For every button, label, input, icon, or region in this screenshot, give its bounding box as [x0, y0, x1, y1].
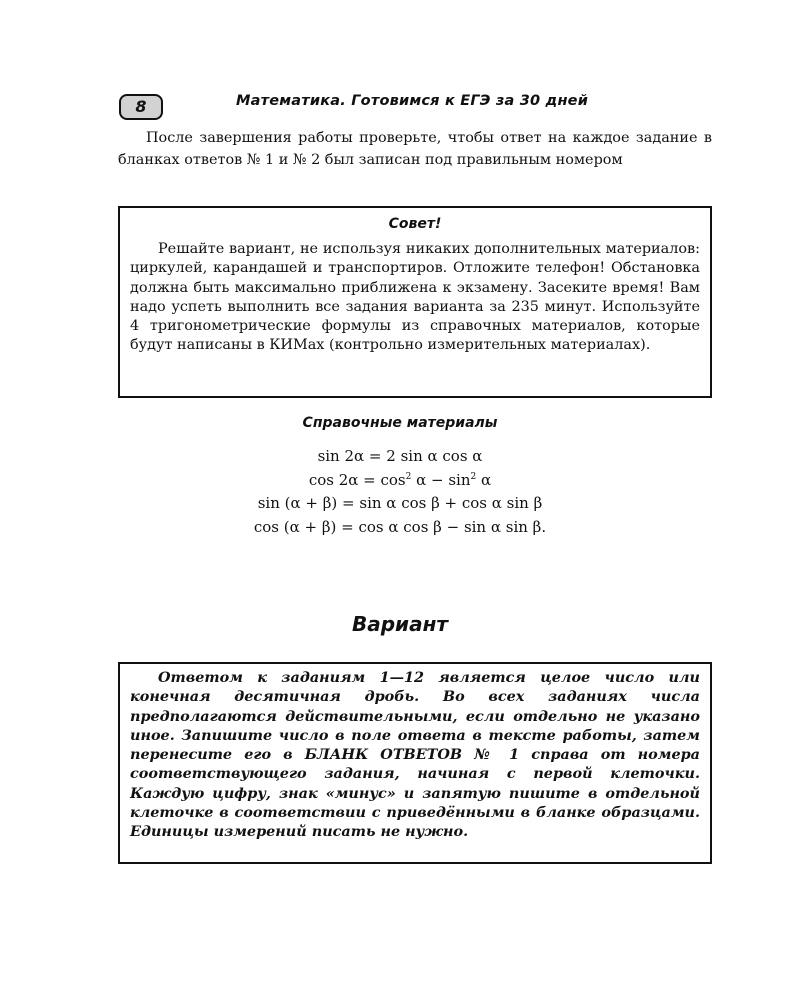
formula-exponent: 2: [405, 471, 412, 482]
variant-title: Вариант: [352, 612, 448, 636]
formula-cos-sum: cos (α + β) = cos α cos β − sin α sin β.: [253, 517, 547, 536]
formula-list: [0, 445, 800, 539]
instructions-box: [118, 662, 712, 864]
formula-exponent: 2: [470, 471, 477, 482]
formula-part: α − sin: [411, 470, 471, 489]
formula-sin-sum: sin (α + β) = sin α cos β + cos α sin β: [257, 494, 543, 512]
advice-box: [118, 206, 712, 398]
intro-text: После завершения работы проверьте, чтобы ответ на каждое задание в бланках ответов № 1 и № 2 был записан под правильным номером: [118, 130, 712, 168]
formula-sin-double: sin 2α = 2 sin α cos α: [317, 447, 483, 465]
advice-title: Совет!: [388, 216, 442, 232]
formula-cos-double: [0, 469, 800, 493]
reference-title: Справочные материалы: [302, 415, 498, 431]
intro-paragraph: [118, 127, 712, 171]
formula-part: α: [476, 470, 492, 489]
page-number: 8: [119, 94, 163, 120]
instructions-text: Ответом к заданиям 1—12 является целое число или конечная десятичная дробь. Во всех заданиях числа предполагаются действительными, если отдельно не указано иное. Запишите число в поле ответа в тексте работы, затем перенесите его в БЛАНК ОТВЕТОВ № 1 справа от номера соответствующего задания, начиная с первой клеточки. Каждую цифру, знак «минус» и запятую пишите в отдельной клеточке в соответствии с приведёнными в бланке образцами. Единицы измерений писать не нужно.: [130, 669, 700, 841]
formula-part: cos 2α = cos: [308, 470, 406, 489]
advice-text: Решайте вариант, не используя никаких дополнительных материалов: циркулей, карандашей и транспортиров. Отложите телефон! Обстановка должна быть максимально приближена к экзамену. Засеките время! Вам надо успеть выполнить все задания варианта за 235 минут. Используйте 4 тригонометрические формулы из справочных материалов, которые будут написаны в КИМах (контрольно измерительных материалах).: [130, 241, 700, 354]
running-title: Математика. Готовимся к ЕГЭ за 30 дней: [236, 93, 589, 109]
